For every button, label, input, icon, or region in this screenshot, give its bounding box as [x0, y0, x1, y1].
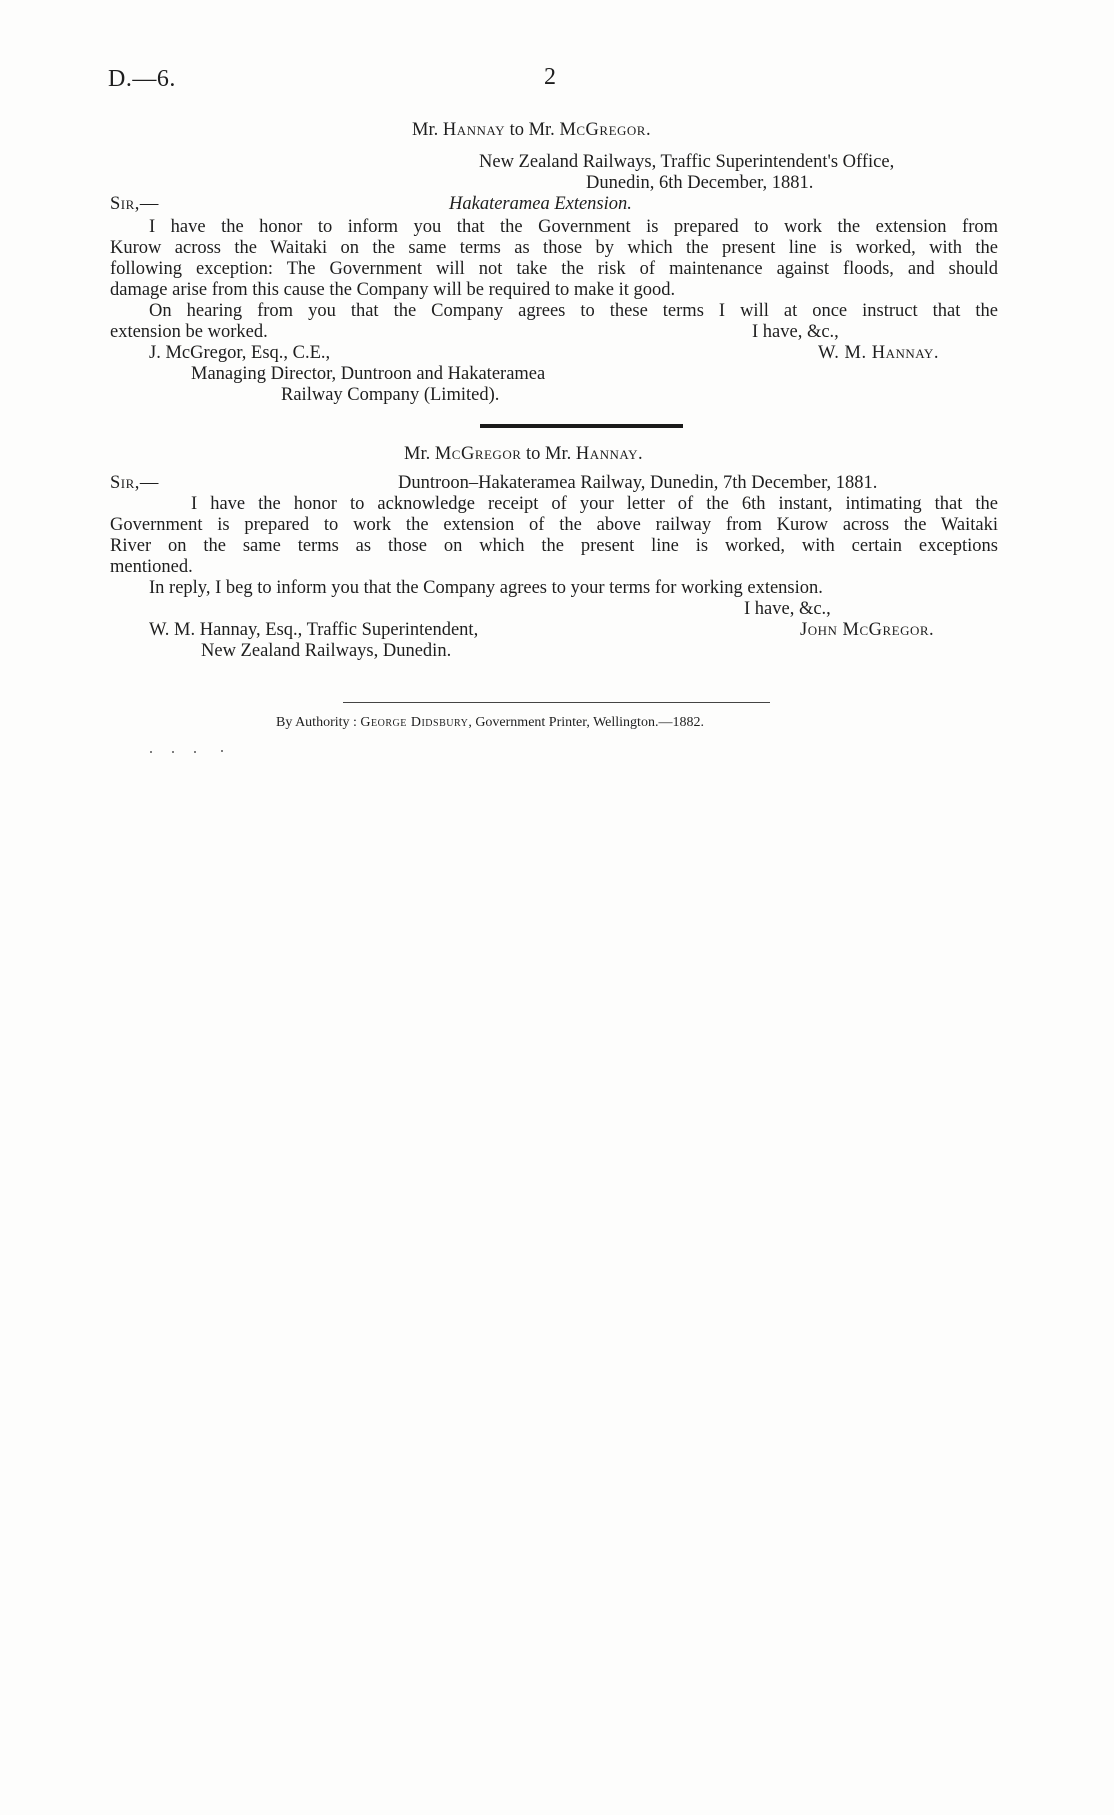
letter1-recipient-line1: J. McGregor, Esq., C.E.,	[149, 343, 331, 363]
footer-prefix: By Authority :	[276, 715, 361, 730]
footer-imprint	[276, 715, 704, 731]
letter2-heading	[404, 444, 643, 465]
section-divider	[480, 424, 683, 428]
print-speck	[221, 750, 223, 752]
page-number: 2	[544, 64, 556, 90]
letter2-signature: John McGregor.	[800, 620, 935, 640]
letter1-heading-mid: to Mr.	[504, 120, 560, 140]
letter1-address-line2: Dunedin, 6th December, 1881.	[586, 173, 814, 193]
footer-suffix: , Government Printer, Wellington.—1882.	[468, 715, 704, 730]
letter1-line-1: I have the honor to inform you that the Government is prepared to work the extension from	[149, 217, 998, 237]
letter1-line-5: On hearing from you that the Company agrees to these terms I will at once instruct that the	[149, 301, 998, 321]
letter1-address-line1: New Zealand Railways, Traffic Superintendent's Office,	[479, 152, 895, 172]
print-speck	[150, 751, 152, 753]
letter2-heading-to: Hannay.	[575, 444, 644, 464]
letter2-line-1: I have the honor to acknowledge receipt of your letter of the 6th instant, intimating that the	[191, 494, 998, 514]
letter1-line-3: following exception: The Government will not take the risk of maintenance against floods, and should	[110, 259, 998, 279]
letter1-salutation: Sir,—	[110, 194, 159, 214]
letter2-closing: I have, &c.,	[744, 599, 831, 619]
letter1-recipient-line2: Managing Director, Duntroon and Hakateramea	[191, 364, 546, 384]
letter2-line-2: Government is prepared to work the extension of the above railway from Kurow across the Waitaki	[110, 515, 998, 535]
letter1-heading-prefix: Mr.	[412, 120, 443, 140]
letter2-address: Duntroon–Hakateramea Railway, Dunedin, 7th December, 1881.	[398, 473, 878, 493]
letter1-heading-from: Hannay	[442, 120, 505, 140]
letter2-heading-mid: to Mr.	[521, 444, 576, 464]
letter1-closing: I have, &c.,	[752, 322, 839, 342]
footer-printer-name: George Didsbury	[360, 715, 469, 730]
letter1-subject: Hakateramea Extension.	[449, 194, 632, 214]
letter2-line-5: In reply, I beg to inform you that the Company agrees to your terms for working extension.	[149, 578, 823, 598]
letter2-heading-from: McGregor	[434, 444, 522, 464]
print-speck	[172, 751, 174, 753]
letter2-salutation: Sir,—	[110, 473, 159, 493]
letter1-signature: W. M. Hannay.	[818, 343, 939, 363]
document-reference: D.—6.	[108, 66, 176, 92]
letter1-heading-to: McGregor.	[559, 120, 652, 140]
letter2-heading-prefix: Mr.	[404, 444, 435, 464]
letter1-line-2: Kurow across the Waitaki on the same terms as those by which the present line is worked, with the	[110, 238, 998, 258]
footer-divider	[343, 702, 770, 703]
letter1-heading	[412, 120, 651, 141]
letter2-line-4: mentioned.	[110, 557, 193, 577]
letter1-line-6: extension be worked.	[110, 322, 268, 342]
letter1-line-4: damage arise from this cause the Company will be required to make it good.	[110, 280, 676, 300]
letter1-recipient-line3: Railway Company (Limited).	[281, 385, 500, 405]
letter2-recipient-line2: New Zealand Railways, Dunedin.	[201, 641, 452, 661]
letter2-recipient-line1: W. M. Hannay, Esq., Traffic Superintendent,	[149, 620, 479, 640]
letter2-line-3: River on the same terms as those on which the present line is worked, with certain exceptions	[110, 536, 998, 556]
print-speck	[194, 751, 196, 753]
